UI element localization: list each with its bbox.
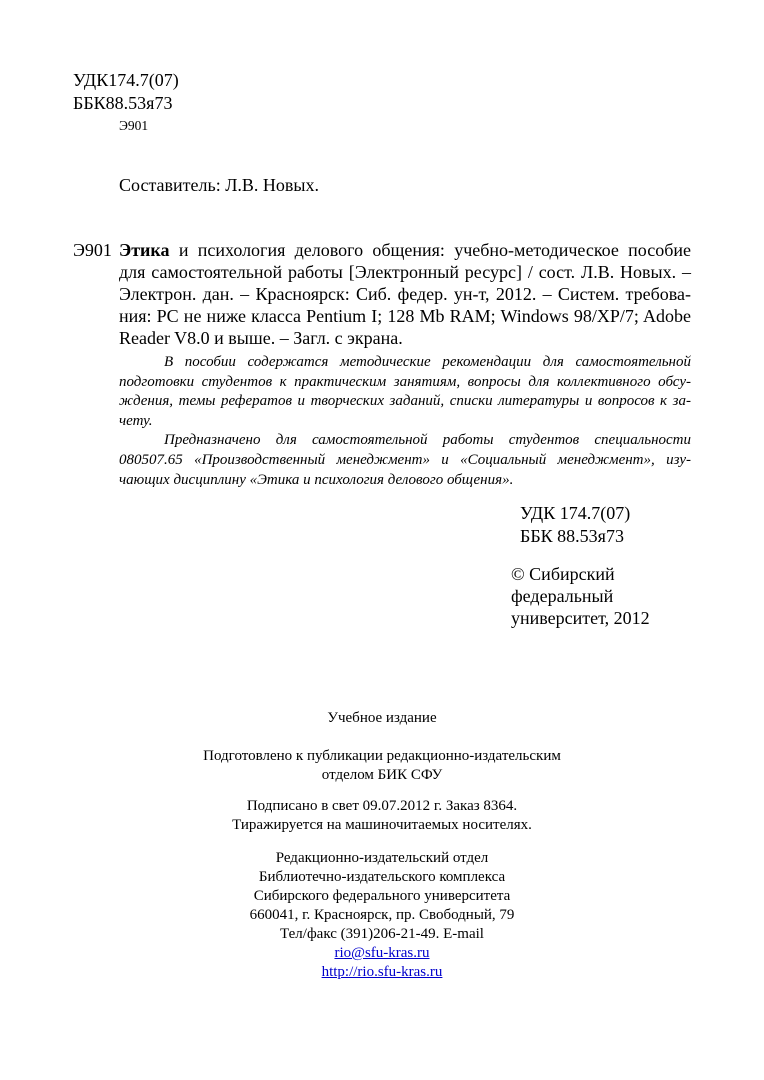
publisher-line: Библиотечно-издательского комплекса xyxy=(258,869,506,885)
entry-title-bold: Этика xyxy=(119,240,170,260)
annotation-line: чающих дисциплину «Этика и психология делового общения». xyxy=(119,471,514,488)
entry-line xyxy=(119,239,691,261)
publication-details xyxy=(160,797,604,835)
entry-line-text: и психология делового общения: учебно-методическое пособие xyxy=(169,240,691,260)
annotation-line: чету. xyxy=(119,412,153,429)
copyright-notice xyxy=(511,563,691,629)
publisher-info xyxy=(160,849,604,982)
entry-line: Электрон. дан. – Красноярск: Сиб. федер. ун-т, 2012. – Систем. требова- xyxy=(119,284,691,304)
annotation-line: 080507.65 «Производственный менеджмент» и «Социальный менеджмент», изу- xyxy=(119,451,691,468)
entry-author-sign: Э901 xyxy=(73,240,112,260)
entry-line: ния: PC не ниже класса Pentium I; 128 Mb RAM; Windows 98/XP/7; Adobe xyxy=(119,306,691,326)
publisher-line: Редакционно-издательский отдел xyxy=(275,850,489,866)
publisher-line: Сибирского федерального университета xyxy=(253,888,511,904)
prepared-line: Подготовлено к публикации редакционно-издательским xyxy=(203,748,561,764)
author-sign: Э901 xyxy=(119,118,149,133)
publication-line: Подписано в свет 09.07.2012 г. Заказ 8364. xyxy=(246,798,518,814)
entry-line: для самостоятельной работы [Электронный ресурс] / сост. Л.В. Новых. – xyxy=(119,262,691,282)
annotation-line: ждения, темы рефератов и творческих заданий, списки литературы и вопросов к за- xyxy=(119,393,691,410)
edition-type-text: Учебное издание xyxy=(327,710,437,726)
prepared-notice xyxy=(160,747,604,785)
contact-line xyxy=(160,925,604,963)
bbk-code: ББК88.53я73 xyxy=(73,93,173,113)
copyright-line: университет, 2012 xyxy=(511,608,650,628)
annotation-line: В пособии содержатся методические рекомендации для самостоятельной xyxy=(164,354,691,370)
bbk-classification: ББК 88.53я73 xyxy=(520,526,624,546)
copyright-line: © Сибирский xyxy=(511,564,615,584)
email-link[interactable]: rio@sfu-kras.ru xyxy=(334,945,430,961)
annotation xyxy=(119,353,691,490)
copyright-line: федеральный xyxy=(511,586,614,606)
udk-classification: УДК 174.7(07) xyxy=(520,503,631,523)
bibliographic-entry xyxy=(119,239,691,349)
annotation-line: подготовки студентов к практическим занятиям, вопросы для коллективного обсу- xyxy=(119,373,691,390)
publication-line: Тиражируется на машиночитаемых носителях. xyxy=(232,817,532,833)
entry-line: Reader V8.0 и выше. – Загл. с экрана. xyxy=(119,328,403,348)
compiler-line: Составитель: Л.В. Новых. xyxy=(119,175,320,195)
edition-type xyxy=(160,709,604,728)
website-link[interactable]: http://rio.sfu-kras.ru xyxy=(321,964,443,980)
prepared-line: отделом БИК СФУ xyxy=(321,767,443,783)
annotation-line: Предназначено для самостоятельной работы студентов специальности xyxy=(164,432,691,449)
contact-prefix: Тел/факс (391)206-21-49. E-mail xyxy=(280,926,484,942)
udk-code: УДК174.7(07) xyxy=(73,70,179,90)
publisher-line: 660041, г. Красноярск, пр. Свободный, 79 xyxy=(249,907,515,923)
website-line xyxy=(160,963,604,982)
